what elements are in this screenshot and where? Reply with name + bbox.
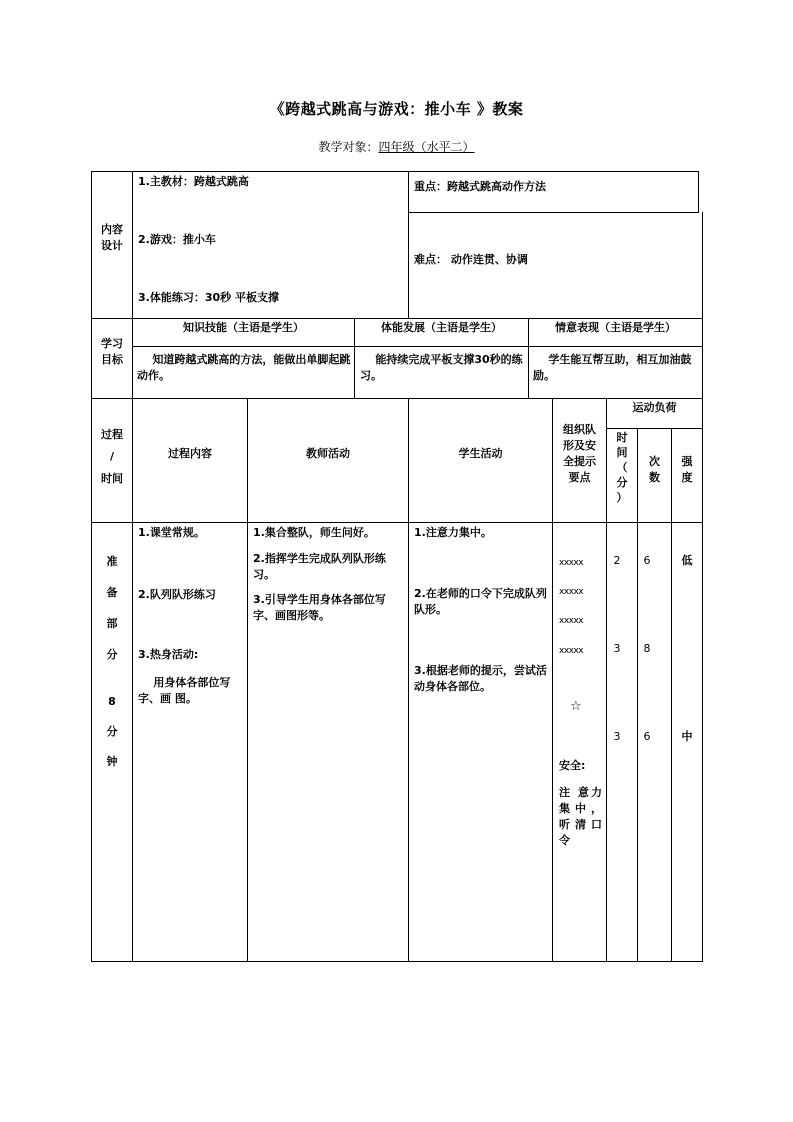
document-title: 《跨越式跳高与游戏：推小车 》教案 xyxy=(269,100,524,118)
game-item: 2.游戏：推小车 xyxy=(138,233,216,246)
count-value: 6 xyxy=(643,554,651,567)
teacher-activity-1: 1.集合整队，师生问好。 xyxy=(253,526,375,539)
count-value: 6 xyxy=(643,730,651,743)
process-content-header: 过程内容 xyxy=(168,447,212,460)
exercise-load-header: 运动负荷 xyxy=(632,401,677,414)
formation-row: xxxxx xyxy=(559,558,584,568)
prep-content-warmup: 3.热身活动: xyxy=(138,648,199,661)
difficulty-point: 难点： 动作连贯、协调 xyxy=(414,253,528,266)
organization-header: 组织队 形及安 全提示 要点 xyxy=(563,423,596,484)
phase-label-prep: 准 备 部 分 8 分 钟 xyxy=(106,555,118,768)
prep-content-formation: 2.队列队形练习 xyxy=(138,588,216,601)
teaching-target-value: 四年级（水平二） xyxy=(378,140,475,154)
key-point: 重点：跨越式跳高动作方法 xyxy=(414,180,546,193)
intensity-header: 强 度 xyxy=(681,455,693,484)
count-value: 8 xyxy=(643,642,651,655)
teacher-activity-header: 教师活动 xyxy=(306,447,350,460)
intensity-value: 低 xyxy=(681,554,693,567)
formation-row: xxxxx xyxy=(559,616,584,626)
objective-knowledge: 知道跨越式跳高的方法，能做出单脚起跳动作。 xyxy=(137,353,351,382)
teaching-target-label: 教学对象： xyxy=(318,140,379,154)
student-activity-header: 学生活动 xyxy=(458,447,503,460)
safety-label: 安全: xyxy=(559,759,586,772)
teacher-activity-2: 2.指挥学生完成队列队形练习。 xyxy=(253,552,386,581)
main-material: 1.主教材：跨越式跳高 xyxy=(138,175,249,188)
fitness-item: 3.体能练习：30秒 平板支撑 xyxy=(138,291,279,304)
teacher-star-icon: ☆ xyxy=(570,699,582,714)
prep-content-routine: 1.课堂常规。 xyxy=(138,526,205,539)
content-design-label: 内容 设计 xyxy=(101,223,123,252)
count-header: 次 数 xyxy=(649,455,660,484)
process-time-header: 过程 / 时间 xyxy=(101,428,123,485)
objectives-label: 学习 目标 xyxy=(101,337,123,366)
objective-header-fitness: 体能发展（主语是学生） xyxy=(381,321,502,334)
student-activity-1: 1.注意力集中。 xyxy=(414,526,492,539)
objective-affect: 学生能互帮互助，相互加油鼓励。 xyxy=(533,353,692,382)
student-activity-3: 3.根据老师的提示，尝试活动身体各部位。 xyxy=(414,664,547,693)
objective-header-affect: 情意表现（主语是学生） xyxy=(555,321,676,334)
time-value: 3 xyxy=(613,642,621,655)
objective-header-knowledge: 知识技能（主语是学生） xyxy=(183,321,304,334)
formation-row: xxxxx xyxy=(559,646,584,656)
student-activity-2: 2.在老师的口令下完成队列队形。 xyxy=(414,587,547,616)
formation-row: xxxxx xyxy=(559,587,584,597)
safety-text: 注 意力 集中，听清口令 xyxy=(559,786,602,847)
time-value: 2 xyxy=(613,554,621,567)
teacher-activity-3: 3.引导学生用身体各部位写字、画图形等。 xyxy=(253,593,386,622)
prep-content-warmup-detail: 用身体各部位写字、画 图。 xyxy=(138,676,231,705)
teaching-target xyxy=(0,138,793,155)
time-value: 3 xyxy=(613,730,621,743)
time-minutes-header: 时 间 （ 分 ） xyxy=(616,431,628,504)
objective-fitness: 能持续完成平板支撑30秒的练习。 xyxy=(360,353,523,382)
intensity-value: 中 xyxy=(681,730,693,743)
